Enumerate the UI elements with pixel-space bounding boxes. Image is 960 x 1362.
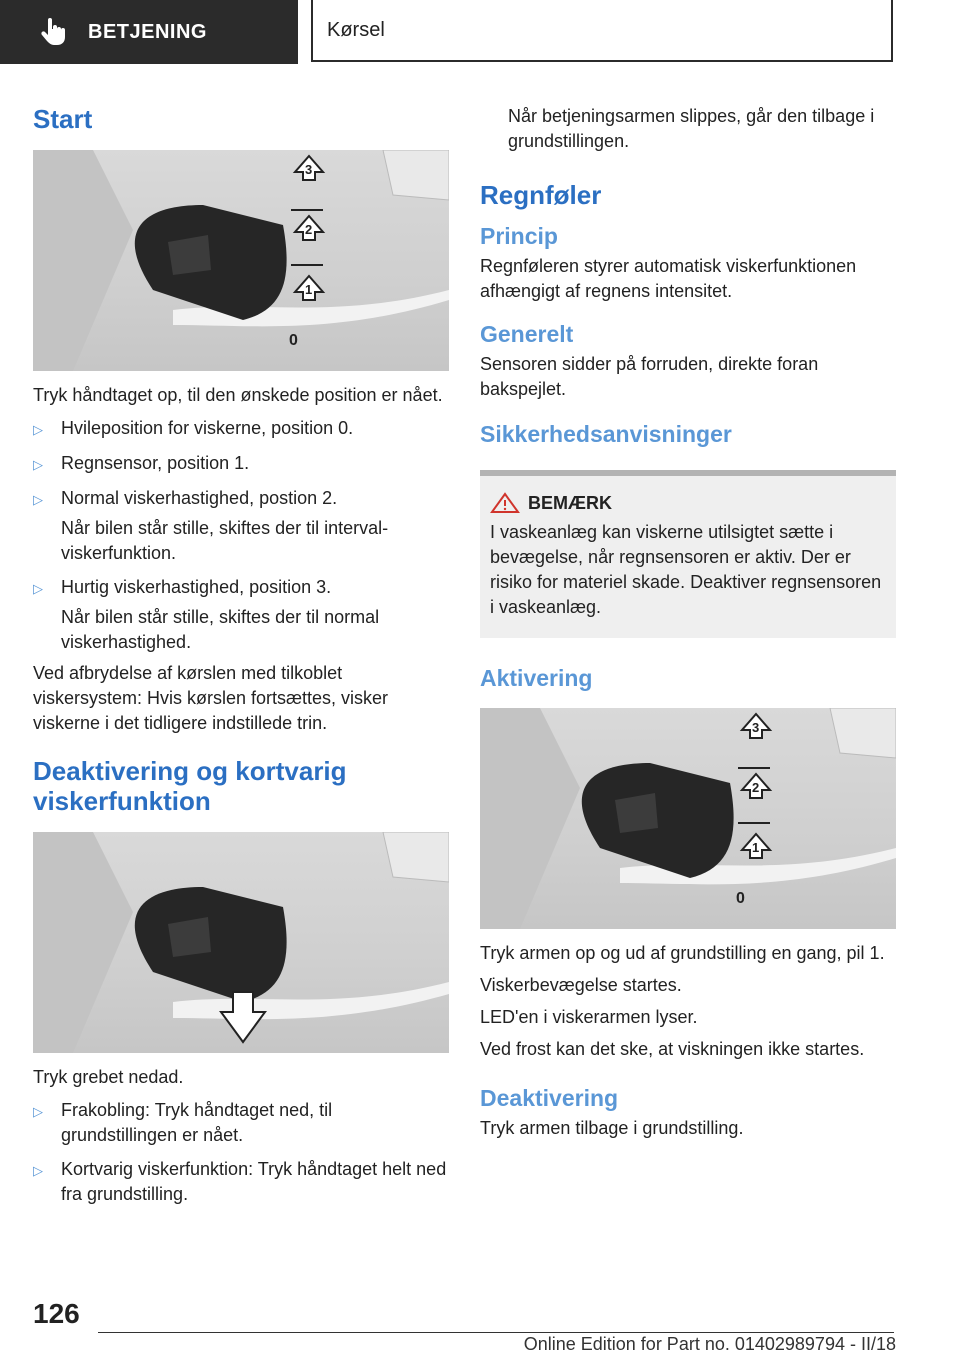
list-item: ▷ Regnsensor, position 1. xyxy=(33,451,449,477)
notice-box xyxy=(480,470,896,638)
wiper-stalk-figure-down xyxy=(33,832,449,1053)
label-pos2: 2 xyxy=(752,780,760,795)
list-item: ▷ Normal viskerhastighed, postion 2. xyxy=(33,486,449,512)
triangle-bullet-icon: ▷ xyxy=(33,581,43,596)
list-item: ▷ Kortvarig viskerfunktion: Tryk håndtaget helt ned fra grundstilling. xyxy=(33,1157,449,1207)
footer-divider xyxy=(98,1332,894,1333)
deactivation-intro: Tryk grebet nedad. xyxy=(33,1067,184,1087)
list-item: ▷ Hurtig viskerhastighed, position 3. xyxy=(33,575,449,601)
rain-sensor-heading: Regnføler xyxy=(480,180,602,210)
notice-header xyxy=(490,492,888,514)
activation-heading: Aktivering xyxy=(480,665,593,691)
triangle-bullet-icon: ▷ xyxy=(33,1104,43,1119)
principle-heading: Princip xyxy=(480,223,558,249)
start-heading: Start xyxy=(33,104,93,134)
list-item-note: Når bilen står stille, skiftes der til normal viskerhastighed. xyxy=(61,607,380,652)
start-paragraph: Ved afbrydelse af kørslen med tilkoblet viskersystem: Hvis kørslen fortsættes, visker viskerne i det tidligere indstillede trin. xyxy=(33,663,389,733)
right-column xyxy=(480,90,896,1141)
list-item: ▷ Frakobling: Tryk håndtaget ned, til grundstillingen er nået. xyxy=(33,1098,449,1148)
wiper-stalk-figure-up xyxy=(33,150,449,371)
section-title: BETJENING xyxy=(88,20,207,43)
general-heading: Generelt xyxy=(480,321,574,347)
principle-text: Regnføleren styrer automatisk viskerfunktionen afhængigt af regnens intensitet. xyxy=(480,256,857,301)
label-pos3: 3 xyxy=(752,720,760,735)
deactivation-text: Tryk armen tilbage i grundstilling. xyxy=(480,1118,744,1138)
list-item: ▷ Hvileposition for viskerne, position 0. xyxy=(33,416,449,442)
label-pos1: 1 xyxy=(752,840,760,855)
wiper-stalk-illustration xyxy=(33,150,449,371)
activation-text-4: Ved frost kan det ske, at viskningen ikke startes. xyxy=(480,1039,865,1059)
label-pos1: 1 xyxy=(305,282,313,297)
deactivation-subheading: Deaktivering xyxy=(480,1085,619,1111)
notice-title: BEMÆRK xyxy=(528,492,612,513)
start-intro: Tryk håndtaget op, til den ønskede position er nået. xyxy=(33,385,443,405)
continued-text: Når betjeningsarmen slippes, går den tilbage i grundstillingen. xyxy=(508,106,875,151)
chapter-title: Kørsel xyxy=(327,18,385,41)
general-text: Sensoren sidder på forruden, direkte foran bakspejlet. xyxy=(480,354,819,399)
activation-text-1: Tryk armen op og ud af grundstilling en gang, pil 1. xyxy=(480,943,885,963)
triangle-bullet-icon: ▷ xyxy=(33,1163,43,1178)
chapter-tab xyxy=(311,0,893,62)
label-pos2: 2 xyxy=(305,222,313,237)
warning-icon xyxy=(490,492,520,514)
triangle-bullet-icon: ▷ xyxy=(33,457,43,472)
list-item-note: Når bilen står stille, skiftes der til interval-viskerfunktion. xyxy=(61,518,389,563)
hand-pointer-icon xyxy=(40,18,66,46)
label-pos3: 3 xyxy=(305,162,313,177)
triangle-bullet-icon: ▷ xyxy=(33,422,43,437)
label-pos0: 0 xyxy=(736,890,745,907)
wiper-stalk-illustration xyxy=(33,832,449,1053)
safety-heading: Sikkerhedsanvisninger xyxy=(480,421,732,447)
section-tab xyxy=(0,0,298,64)
wiper-stalk-figure-activation xyxy=(480,708,896,929)
left-column xyxy=(33,90,449,1207)
triangle-bullet-icon: ▷ xyxy=(33,492,43,507)
wiper-stalk-illustration xyxy=(480,708,896,929)
activation-text-2: Viskerbevægelse startes. xyxy=(480,975,682,995)
footer-edition: Online Edition for Part no. 01402989794 - II/18 xyxy=(523,1334,896,1354)
activation-text-3: LED'en i viskerarmen lyser. xyxy=(480,1007,698,1027)
notice-text: I vaskeanlæg kan viskerne utilsigtet sætte i bevægelse, når regnsensoren er aktiv. Der er risiko for materiel skade. Deaktiver regnsensoren i vaskeanlæg. xyxy=(490,522,882,617)
page-number: 126 xyxy=(33,1298,80,1329)
deactivation-heading: Deaktivering og kortvarig viskerfunktion xyxy=(33,756,347,816)
label-pos0: 0 xyxy=(289,332,298,349)
